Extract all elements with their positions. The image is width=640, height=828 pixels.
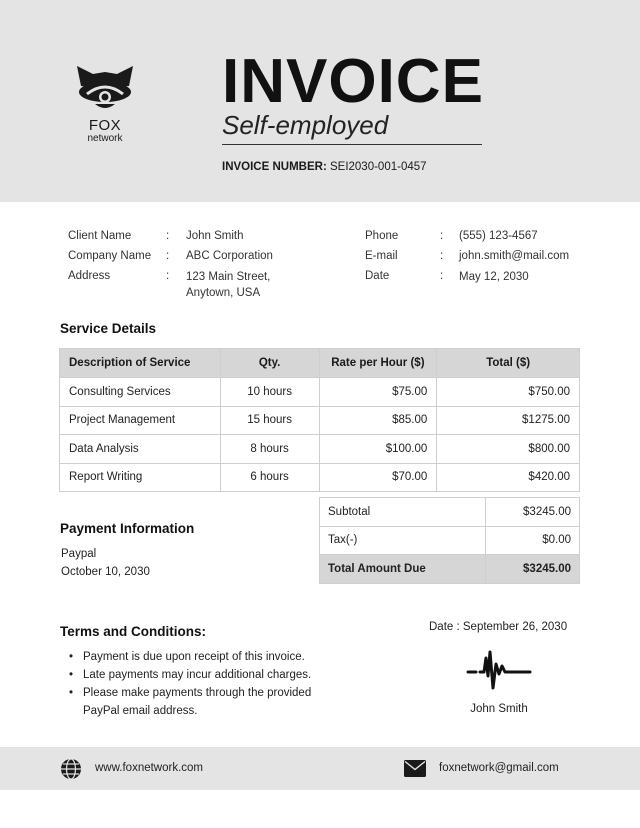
footer-website[interactable]: www.foxnetwork.com bbox=[95, 762, 204, 774]
tax-value: $0.00 bbox=[486, 526, 580, 555]
column-header: Total ($) bbox=[437, 349, 580, 378]
payment-date: October 10, 2030 bbox=[61, 566, 150, 578]
footer-band bbox=[0, 747, 640, 790]
column-header: Rate per Hour ($) bbox=[319, 349, 437, 378]
subtotal-row bbox=[320, 498, 580, 527]
tax-row bbox=[320, 526, 580, 555]
cell-rate: $70.00 bbox=[319, 463, 437, 492]
invoice-number bbox=[222, 160, 427, 174]
colon: : bbox=[166, 250, 170, 262]
cell-qty: 10 hours bbox=[220, 378, 319, 407]
list-item: • Late payments may incur additional charges. bbox=[69, 666, 329, 684]
invoice-number-value: SEI2030-001-0457 bbox=[329, 161, 427, 173]
service-table-header bbox=[60, 349, 580, 378]
cell-qty: 8 hours bbox=[220, 435, 319, 464]
subtotal-value: $3245.00 bbox=[486, 498, 580, 527]
list-item: • Payment is due upon receipt of this invoice. bbox=[69, 648, 329, 666]
cell-rate: $100.00 bbox=[319, 435, 437, 464]
total-due-label: Total Amount Due bbox=[320, 555, 486, 584]
total-due-row bbox=[320, 555, 580, 584]
signature-image bbox=[466, 646, 534, 692]
terms-list bbox=[69, 648, 329, 720]
footer-email[interactable]: foxnetwork@gmail.com bbox=[439, 762, 559, 774]
client-name-label: Client Name bbox=[68, 230, 132, 242]
company-value: ABC Corporation bbox=[186, 250, 273, 262]
total-due-value: $3245.00 bbox=[486, 555, 580, 584]
table-row bbox=[60, 435, 580, 464]
signoff-date: Date : September 26, 2030 bbox=[429, 621, 568, 633]
address-line-1: 123 Main Street, bbox=[186, 271, 271, 283]
cell-rate: $75.00 bbox=[319, 378, 437, 407]
phone-label: Phone bbox=[365, 230, 399, 242]
cell-total: $800.00 bbox=[437, 435, 580, 464]
globe-icon bbox=[60, 758, 82, 780]
email-value: john.smith@mail.com bbox=[459, 250, 570, 262]
cell-description: Report Writing bbox=[60, 463, 221, 492]
title-divider bbox=[222, 144, 482, 145]
tax-label: Tax(-) bbox=[320, 526, 486, 555]
table-row bbox=[60, 406, 580, 435]
colon: : bbox=[166, 270, 170, 282]
colon: : bbox=[440, 270, 444, 282]
envelope-icon bbox=[404, 760, 426, 777]
logo-subtitle: network bbox=[87, 133, 123, 144]
fox-icon bbox=[73, 64, 137, 112]
list-item: • Please make payments through the provided PayPal email address. bbox=[69, 684, 329, 720]
colon: : bbox=[440, 250, 444, 262]
subtotal-label: Subtotal bbox=[320, 498, 486, 527]
invoice-number-label: INVOICE NUMBER: bbox=[222, 161, 327, 173]
logo bbox=[70, 64, 140, 145]
email-label: E-mail bbox=[365, 250, 398, 262]
logo-name: FOX bbox=[88, 117, 122, 134]
address-line-2: Anytown, USA bbox=[186, 287, 261, 299]
column-header: Description of Service bbox=[60, 349, 221, 378]
payment-method: Paypal bbox=[61, 548, 97, 560]
company-label: Company Name bbox=[68, 250, 152, 262]
cell-qty: 15 hours bbox=[220, 406, 319, 435]
colon: : bbox=[166, 230, 170, 242]
cell-total: $1275.00 bbox=[437, 406, 580, 435]
cell-description: Data Analysis bbox=[60, 435, 221, 464]
cell-rate: $85.00 bbox=[319, 406, 437, 435]
invoice-subtitle: Self-employed bbox=[222, 110, 389, 140]
address-label: Address bbox=[68, 270, 111, 282]
cell-description: Project Management bbox=[60, 406, 221, 435]
service-details-title: Service Details bbox=[60, 321, 157, 336]
signer-name: John Smith bbox=[470, 703, 528, 715]
invoice-title: INVOICE bbox=[222, 47, 484, 116]
phone-value: (555) 123-4567 bbox=[459, 230, 538, 242]
cell-description: Consulting Services bbox=[60, 378, 221, 407]
date-label: Date bbox=[365, 270, 390, 282]
cell-total: $420.00 bbox=[437, 463, 580, 492]
date-value: May 12, 2030 bbox=[459, 271, 529, 283]
column-header: Qty. bbox=[220, 349, 319, 378]
table-row bbox=[60, 378, 580, 407]
totals-table bbox=[319, 497, 580, 584]
colon: : bbox=[440, 230, 444, 242]
cell-total: $750.00 bbox=[437, 378, 580, 407]
payment-info-title: Payment Information bbox=[60, 521, 195, 536]
header-band bbox=[0, 0, 640, 202]
terms-title: Terms and Conditions: bbox=[60, 624, 207, 639]
cell-qty: 6 hours bbox=[220, 463, 319, 492]
table-row bbox=[60, 463, 580, 492]
service-table bbox=[59, 348, 580, 492]
client-name-value: John Smith bbox=[186, 230, 244, 242]
